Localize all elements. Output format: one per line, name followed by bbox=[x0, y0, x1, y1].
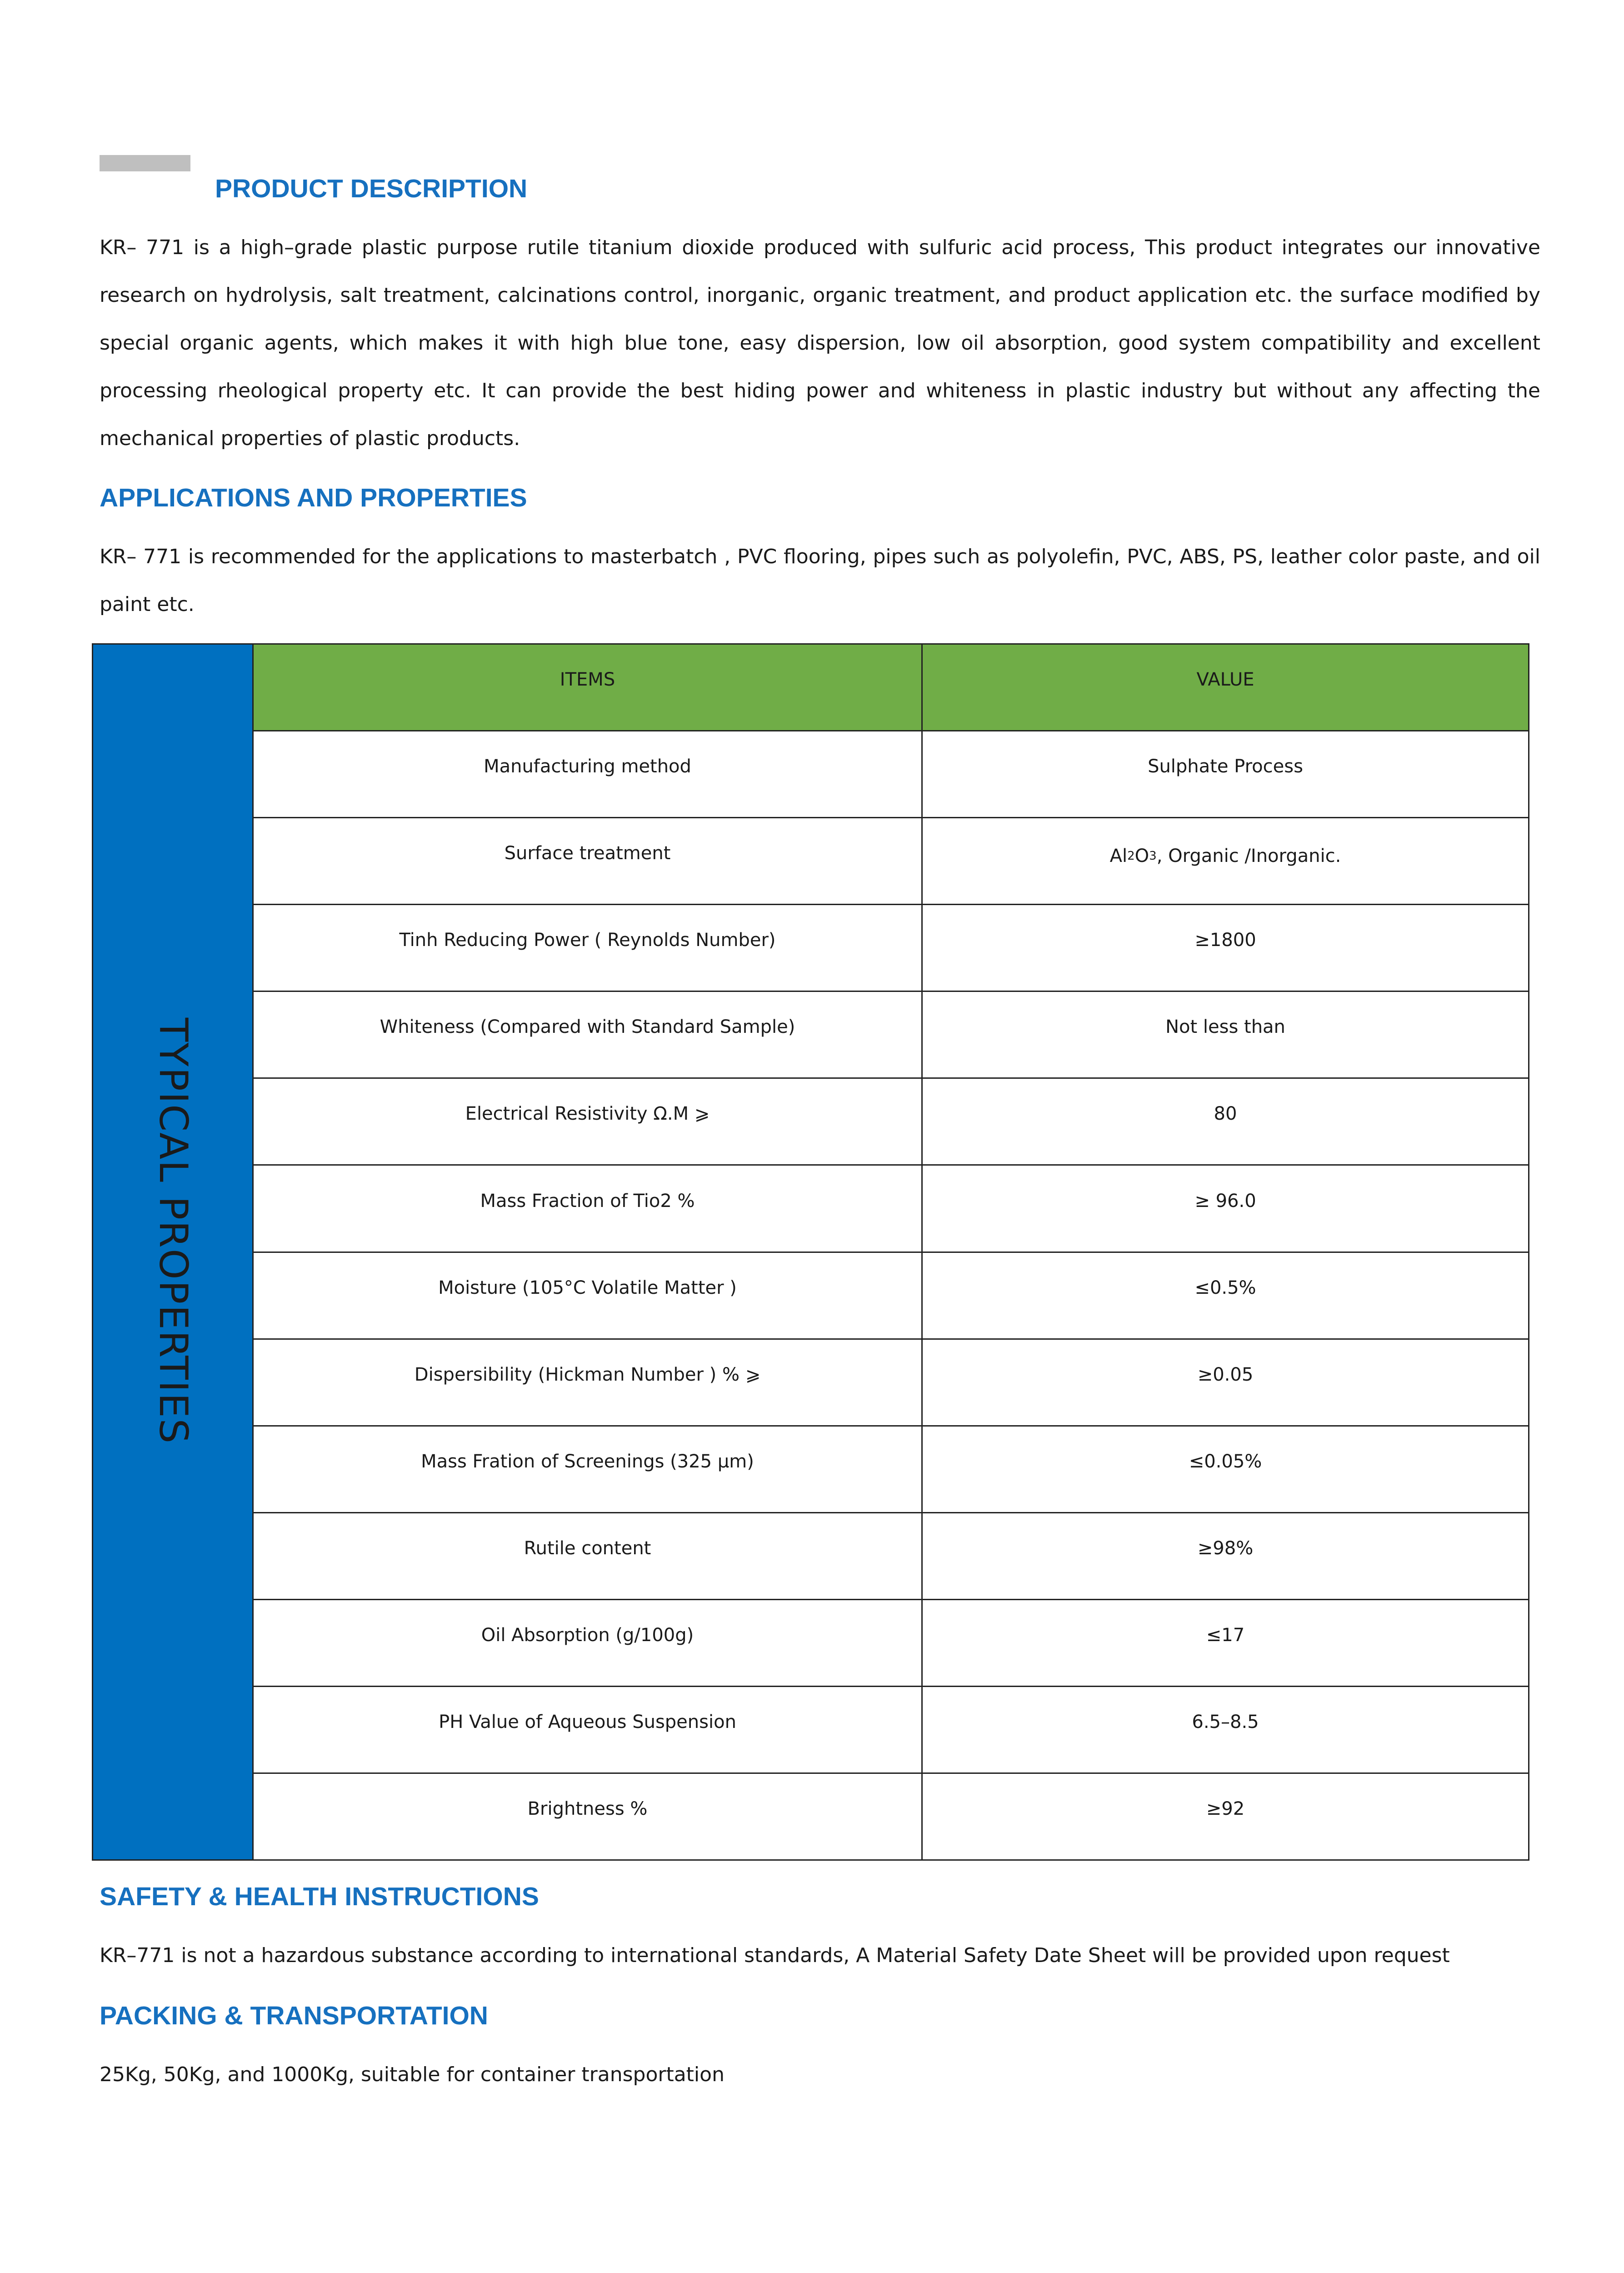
row-item: PH Value of Aqueous Suspension bbox=[254, 1687, 923, 1772]
table-row bbox=[254, 1513, 1528, 1600]
value-al: Al bbox=[1109, 846, 1128, 867]
table-row bbox=[254, 818, 1528, 905]
table-row bbox=[254, 1600, 1528, 1687]
table-row bbox=[254, 1340, 1528, 1427]
row-item: Dispersibility (Hickman Number ) % ⩾ bbox=[254, 1340, 923, 1425]
row-value bbox=[923, 818, 1528, 904]
row-item: Whiteness (Compared with Standard Sample) bbox=[254, 992, 923, 1077]
row-value: ≥92 bbox=[1206, 1798, 1245, 1820]
row-value: ≤0.5% bbox=[1194, 1277, 1256, 1298]
safety-text: KR–771 is not a hazardous substance according to international standards, A Material Safety Date Sheet will be provided upon request bbox=[100, 1944, 1450, 1967]
row-value: Sulphate Process bbox=[1148, 756, 1303, 777]
table-row bbox=[254, 1687, 1528, 1774]
value-sub-2: 2 bbox=[1127, 849, 1135, 863]
decorative-bar bbox=[100, 155, 190, 171]
table-header-row bbox=[254, 645, 1528, 731]
table-row bbox=[254, 1774, 1528, 1859]
table-row bbox=[254, 992, 1528, 1079]
row-value: ≥1800 bbox=[1194, 930, 1256, 951]
typical-properties-table bbox=[92, 643, 1529, 1861]
value-sub-3: 3 bbox=[1149, 849, 1157, 863]
row-value: ≥98% bbox=[1197, 1537, 1254, 1559]
header-value: VALUE bbox=[1196, 669, 1254, 691]
safety-heading: SAFETY & HEALTH INSTRUCTIONS bbox=[100, 1882, 539, 1911]
row-value: ≤0.05% bbox=[1189, 1451, 1262, 1472]
row-value: 80 bbox=[1214, 1103, 1237, 1125]
row-item: Moisture (105°C Volatile Matter ) bbox=[254, 1253, 923, 1338]
table-row bbox=[254, 731, 1528, 818]
value-rest: , Organic /Inorganic. bbox=[1156, 846, 1341, 867]
packing-heading: PACKING & TRANSPORTATION bbox=[100, 2001, 488, 2030]
row-item: Oil Absorption (g/100g) bbox=[254, 1600, 923, 1686]
row-item: Mass Fraction of Tio2 % bbox=[254, 1166, 923, 1251]
row-item: Tinh Reducing Power ( Reynolds Number) bbox=[254, 905, 923, 991]
row-item: Brightness % bbox=[254, 1774, 923, 1859]
applications-text: KR– 771 is recommended for the applications to masterbatch , PVC flooring, pipes such as polyolefin, PVC, ABS, PS, leather color paste, and oil paint etc. bbox=[100, 545, 1540, 616]
table-row bbox=[254, 1079, 1528, 1166]
table-row bbox=[254, 1427, 1528, 1513]
row-value: ≥ 96.0 bbox=[1194, 1190, 1256, 1212]
row-item: Surface treatment bbox=[254, 818, 923, 904]
table-row bbox=[254, 905, 1528, 992]
row-value: 6.5–8.5 bbox=[1192, 1711, 1259, 1732]
row-value: ≥0.05 bbox=[1197, 1364, 1254, 1385]
row-item: Rutile content bbox=[254, 1513, 923, 1599]
product-description-heading: PRODUCT DESCRIPTION bbox=[215, 174, 528, 203]
typical-properties-label: TYPICAL PROPERTIES bbox=[150, 1017, 196, 1445]
row-value: Not less than bbox=[1165, 1016, 1285, 1038]
packing-text: 25Kg, 50Kg, and 1000Kg, suitable for container transportation bbox=[100, 2063, 725, 2086]
typical-properties-side-panel bbox=[93, 645, 254, 1859]
table-row bbox=[254, 1166, 1528, 1252]
value-o: O bbox=[1134, 846, 1149, 867]
row-item: Manufacturing method bbox=[254, 731, 923, 817]
applications-heading: APPLICATIONS AND PROPERTIES bbox=[100, 483, 527, 512]
row-item: Electrical Resistivity Ω.M ⩾ bbox=[254, 1079, 923, 1164]
table-row bbox=[254, 1253, 1528, 1340]
properties-grid bbox=[254, 645, 1528, 1859]
product-description-text: KR– 771 is a high–grade plastic purpose rutile titanium dioxide produced with sulfuric acid process, This product integrates our innovative research on hydrolysis, salt treatment, calcinations control, inorganic, organic treatment, and product application etc. the surface modified by special organic agents, which makes it with high blue tone, easy dispersion, low oil absorption, good system compatibility and excellent processing rheological property etc. It can provide the best hiding power and whiteness in plastic industry but without any affecting the mechanical properties of plastic products. bbox=[100, 236, 1540, 450]
row-item: Mass Fration of Screenings (325 μm) bbox=[254, 1427, 923, 1512]
header-items: ITEMS bbox=[254, 645, 923, 730]
row-value: ≤17 bbox=[1206, 1624, 1245, 1646]
